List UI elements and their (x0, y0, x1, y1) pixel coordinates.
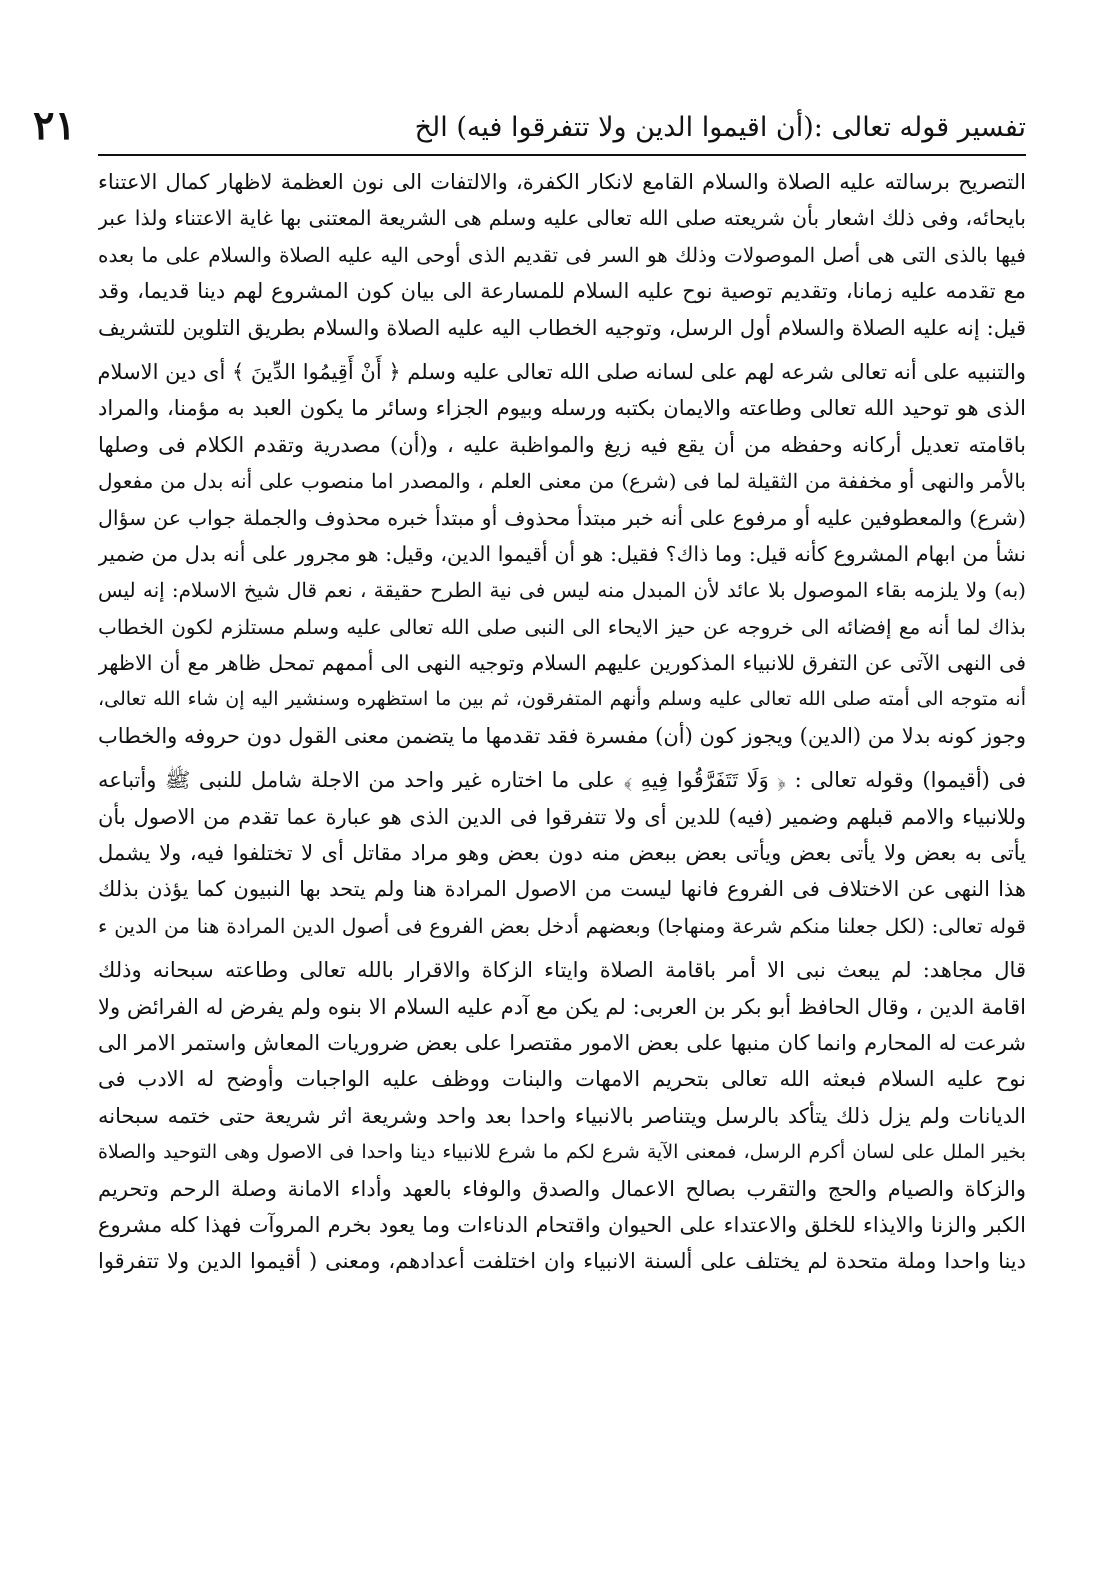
text-line: مع تقدمه عليه زمانا، وتقديم توصية نوح عليه السلام للمسارعة الى بيان كون المشروع لهم دينا قديما، وقد (98, 279, 1026, 304)
text-line: دينا واحدا وملة متحدة لم يختلف على ألسنة الانبياء وان اختلفت أعدادهم، ومعنى ( أقيموا الدين ولا تتفرقوا (98, 1249, 1026, 1274)
text-line: بالأمر والنهى أو مخففة من الثقيلة لما فى (شرع) من معنى العلم ، والمصدر اما منصوب على أنه بدل من مفعول (98, 469, 1026, 494)
text-line: (به) ولا يلزمه بقاء الموصول بلا عائد لأن المبدل منه ليس فى نية الطرح حقيقة ، نعم قال شيخ الاسلام: إنه ليس (98, 578, 1026, 603)
text-line: الذى هو توحيد الله تعالى وطاعته والايمان بكتبه ورسله وبيوم الجزاء وسائر ما يكون العبد به مؤمنا، والمراد (98, 396, 1026, 421)
text-line: فيها بالذى التى هى أصل الموصولات وذلك هو السر فى تقديم الذى أوحى اليه عليه الصلاة والسلام على ما بعده (98, 242, 1026, 267)
text-line: قيل: إنه عليه الصلاة والسلام أول الرسل، وتوجيه الخطاب اليه عليه الصلاة والسلام بطريق التلوين للتشريف (98, 315, 1026, 340)
text-line: وجوز كونه بدلا من (الدين) ويجوز كون (أن) مفسرة فقد تقدمها ما يتضمن معنى القول دون حروفه والخطاب (98, 723, 1026, 748)
text-line: بذاك لما أنه مع إفضائه الى خروجه عن حيز الايحاء الى النبى صلى الله تعالى عليه وسلم مستلزم لكون الخطاب (98, 614, 1026, 639)
text-line: الديانات ولم يزل ذلك يتأكد بالرسل ويتناصر بالانبياء واحدا بعد واحد وشريعة اثر شريعة حتى ختمه سبحانه (98, 1103, 1026, 1128)
text-line: الكبر والزنا والايذاء للخلق والاعتداء على الحيوان واقتحام الدناءات وما يعود بخرم المروآت فهذا كله مشروع (98, 1212, 1026, 1237)
text-line: قال مجاهد: لم يبعث نبى الا أمر باقامة الصلاة وايتاء الزكاة والاقرار بالله تعالى وطاعته سبحانه وذلك (98, 958, 1026, 983)
text-line: بايحائه، وفى ذلك اشعار بأن شريعته صلى الله تعالى عليه وسلم هى الشريعة المعتنى بها غاية الاعتناء ولذا عبر (98, 206, 1026, 231)
text-line: فى (أقيموا) وقوله تعالى : ﴿ وَلَا تَتَفَرَّقُوا فِيهِ ﴾ على ما اختاره غير واحد من الاجلة شامل للنبى ﷺ وأتباعه (98, 768, 1026, 793)
text-line: شرعت له المحارم وانما كان منبها على بعض الامور مقتصرا على بعض ضروريات المعاش واستمر الامر الى (98, 1030, 1026, 1055)
paragraph-gap (98, 944, 1026, 952)
text-line: والزكاة والصيام والحج والتقرب بصالح الاعمال والصدق والوفاء بالعهد وأداء الامانة وصلة الرحم وتحريم (98, 1176, 1026, 1201)
text-line: باقامته تعديل أركانه وحفظه من أن يقع فيه زيغ والمواظبة عليه ، و(أن) مصدرية وتقدم الكلام فى وصلها (98, 432, 1026, 457)
paragraph-gap (98, 346, 1026, 354)
page-header (33, 100, 1026, 156)
text-line: نوح عليه السلام فبعثه الله تعالى بتحريم الامهات والبنات ووظف عليه الواجبات وأوضح له الادب فى (98, 1067, 1026, 1092)
page-number: ٢١ (33, 102, 76, 149)
text-line: (شرع) والمعطوفين عليه أو مرفوع على أنه خبر مبتدأ محذوف أو مبتدأ خبره محذوف والجملة جواب عن سؤال (98, 505, 1026, 530)
text-line: يأتى به بعض ولا يأتى بعض ويأتى بعض ببعض منه دون بعض وهو مراد مقاتل أى لا تختلفوا فيه، ولا يشمل (98, 841, 1026, 866)
body-text (98, 164, 1026, 1280)
text-line: فى النهى الآتى عن التفرق للانبياء المذكورين عليهم السلام وتوجيه النهى الى أممهم تمحل ظاهر مع أن الاظهر (98, 651, 1026, 676)
text-line: والتنبيه على أنه تعالى شرعه لهم على لسانه صلى الله تعالى عليه وسلم ﴿ أَنْ أَقِيمُوا الدِّينَ ﴾ أى دين الاسلام (98, 359, 1026, 384)
text-line: قوله تعالى: (لكل جعلنا منكم شرعة ومنهاجا) وبعضهم أدخل بعض الفروع فى أصول الدين المرادة هنا من الدين ء (98, 913, 1026, 938)
text-line: اقامة الدين ، وقال الحافظ أبو بكر بن العربى: لم يكن مع آدم عليه السلام الا بنوه ولم يفرض له الفرائض ولا (98, 994, 1026, 1019)
text-line: التصريح برسالته عليه الصلاة والسلام القامع لانكار الكفرة، والالتفات الى نون العظمة لاظهار كمال الاعتناء (98, 170, 1026, 194)
text-line: هذا النهى عن الاختلاف فى الفروع فانها ليست من الاصول المرادة هنا ولم يتحد بها النبيون كما يؤذن بذلك (98, 877, 1026, 902)
running-title: تفسير قوله تعالى :(أن اقيموا الدين ولا تتفرقوا فيه) الخ (414, 112, 1026, 143)
text-line: أنه متوجه الى أمته صلى الله تعالى عليه وسلم وأنهم المتفرقون، ثم بين ما استظهره وسنشير اليه إن شاء الله تعالى، (98, 688, 1026, 711)
text-line: وللانبياء والامم قبلهم وضمير (فيه) للدين أى ولا تتفرقوا فى الدين الذى هو عبارة عما تقدم من الاصول بأن (98, 804, 1026, 829)
paragraph-gap (98, 754, 1026, 762)
text-line: نشأ من ابهام المشروع كأنه قيل: وما ذاك؟ فقيل: هو أن أقيموا الدين، وقيل: هو مجرور على أنه بدل من ضمير (98, 541, 1026, 566)
text-line: بخير الملل على لسان أكرم الرسل، فمعنى الآية شرع لكم ما شرع للانبياء دينا واحدا فى الاصول وهى التوحيد والصلاة (98, 1141, 1026, 1164)
